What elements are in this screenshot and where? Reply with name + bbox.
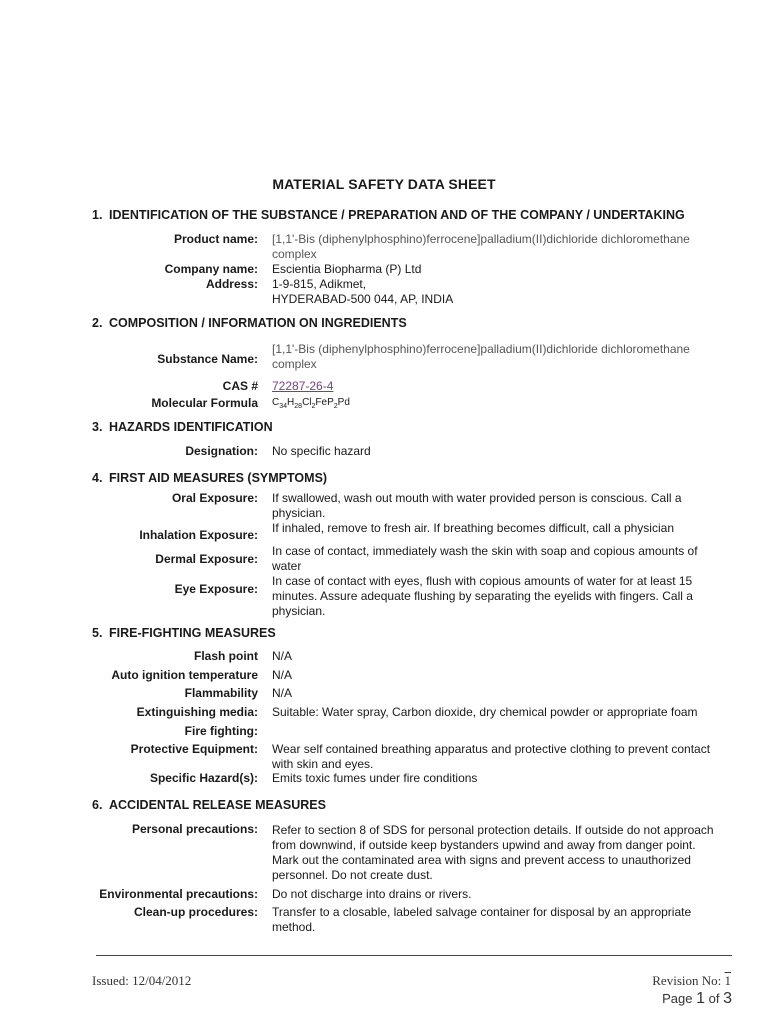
flammability-label: Flammability bbox=[184, 686, 258, 700]
address-value: 1-9-815, Adikmet, HYDERABAD-500 044, AP, INDIA bbox=[272, 277, 454, 306]
inhalation-exposure-value: If inhaled, remove to fresh air. If breathing becomes difficult, call a physician bbox=[272, 521, 674, 535]
specific-hazards-label: Specific Hazard(s): bbox=[149, 771, 258, 785]
section-number: 4. bbox=[92, 471, 103, 485]
dermal-exposure-value: In case of contact, immediately wash the skin with soap and copious amounts of water bbox=[272, 544, 698, 573]
address-label: Address: bbox=[205, 277, 258, 291]
section-number: 5. bbox=[92, 626, 103, 640]
page-indicator bbox=[662, 990, 732, 1008]
section-3-heading bbox=[92, 420, 273, 434]
section-number: 2. bbox=[92, 316, 103, 330]
product-name-label: Product name: bbox=[173, 232, 258, 246]
cas-label: CAS # bbox=[222, 379, 258, 393]
section-title: FIRST AID MEASURES (SYMPTOMS) bbox=[109, 471, 328, 485]
inhalation-exposure-label: Inhalation Exposure: bbox=[139, 528, 258, 542]
section-4-heading bbox=[92, 471, 327, 485]
eye-exposure-value: In case of contact with eyes, flush with copious amounts of water for at least 15 minutes. Assure adequate flushing by separating the eyelids with fingers. Call a physician. bbox=[272, 574, 693, 618]
section-1-heading bbox=[92, 208, 685, 222]
extinguishing-media-label: Extinguishing media: bbox=[136, 705, 258, 719]
fire-fighting-label: Fire fighting: bbox=[184, 724, 258, 738]
substance-name-value: [1,1'-Bis (diphenylphosphino)ferrocene]palladium(II)dichloride dichloromethane complex bbox=[272, 342, 690, 371]
page-current: 1 bbox=[696, 990, 705, 1007]
section-title: ACCIDENTAL RELEASE MEASURES bbox=[109, 798, 326, 812]
specific-hazards-value: Emits toxic fumes under fire conditions bbox=[272, 771, 478, 785]
designation-value: No specific hazard bbox=[272, 444, 371, 458]
footer-divider bbox=[96, 955, 732, 956]
personal-precautions-label: Personal precautions: bbox=[131, 822, 258, 836]
issued-date: Issued: 12/04/2012 bbox=[92, 973, 192, 988]
company-name-label: Company name: bbox=[164, 262, 258, 276]
auto-ignition-label: Auto ignition temperature bbox=[111, 668, 258, 682]
section-number: 3. bbox=[92, 420, 103, 434]
page-prefix: Page bbox=[662, 991, 693, 1006]
dermal-exposure-label: Dermal Exposure: bbox=[155, 552, 258, 566]
page-total: 3 bbox=[723, 990, 732, 1007]
product-name-value: [1,1'-Bis (diphenylphosphino)ferrocene]palladium(II)dichloride dichloromethane complex bbox=[272, 232, 690, 261]
protective-equipment-label: Protective Equipment: bbox=[130, 742, 258, 756]
flammability-value: N/A bbox=[272, 686, 293, 700]
section-number: 1. bbox=[92, 208, 103, 222]
protective-equipment-value: Wear self contained breathing apparatus and protective clothing to prevent contact with skin and eyes. bbox=[272, 742, 711, 771]
flash-point-label: Flash point bbox=[194, 649, 258, 663]
revision-value: 1 bbox=[724, 973, 731, 988]
clean-up-procedures-value: Transfer to a closable, labeled salvage container for disposal by an appropriate method. bbox=[272, 905, 692, 934]
substance-name-label: Substance Name: bbox=[157, 352, 258, 366]
revision-number bbox=[652, 973, 731, 989]
molecular-formula-label: Molecular Formula bbox=[151, 396, 258, 410]
section-title: FIRE-FIGHTING MEASURES bbox=[109, 626, 276, 640]
section-2-heading bbox=[92, 316, 407, 330]
section-title: IDENTIFICATION OF THE SUBSTANCE / PREPARATION AND OF THE COMPANY / UNDERTAKING bbox=[109, 208, 685, 222]
environmental-precautions-label: Environmental precautions: bbox=[99, 887, 258, 901]
section-5-heading bbox=[92, 626, 276, 640]
designation-label: Designation: bbox=[185, 444, 258, 458]
oral-exposure-value: If swallowed, wash out mouth with water provided person is conscious. Call a physician. bbox=[272, 491, 682, 520]
section-6-heading bbox=[92, 798, 326, 812]
oral-exposure-label: Oral Exposure: bbox=[171, 491, 258, 505]
flash-point-value: N/A bbox=[272, 649, 293, 663]
molecular-formula-value: $C_{34}H_{28}Cl_2FeP_2Pd$ bbox=[272, 397, 350, 410]
section-title: COMPOSITION / INFORMATION ON INGREDIENTS bbox=[109, 316, 407, 330]
cas-number-link[interactable]: 72287-26-4 bbox=[272, 379, 334, 393]
extinguishing-media-value: Suitable: Water spray, Carbon dioxide, dry chemical powder or appropriate foam bbox=[272, 705, 698, 719]
company-name-value: Escientia Biopharma (P) Ltd bbox=[272, 262, 422, 276]
revision-label: Revision No: bbox=[652, 973, 722, 988]
page-of: of bbox=[708, 991, 720, 1006]
personal-precautions-value: Refer to section 8 of SDS for personal protection details. If outside do not approach from downwind, if outside keep bystanders upwind and away from danger point. Mark out the contaminated area with signs and prevent access to unauthorized personnel. Do not create dust. bbox=[272, 823, 714, 882]
document-title: MATERIAL SAFETY DATA SHEET bbox=[272, 176, 496, 192]
environmental-precautions-value: Do not discharge into drains or rivers. bbox=[272, 887, 472, 901]
eye-exposure-label: Eye Exposure: bbox=[174, 582, 258, 596]
section-number: 6. bbox=[92, 798, 103, 812]
clean-up-procedures-label: Clean-up procedures: bbox=[133, 905, 258, 919]
section-title: HAZARDS IDENTIFICATION bbox=[109, 420, 273, 434]
auto-ignition-value: N/A bbox=[272, 668, 293, 682]
